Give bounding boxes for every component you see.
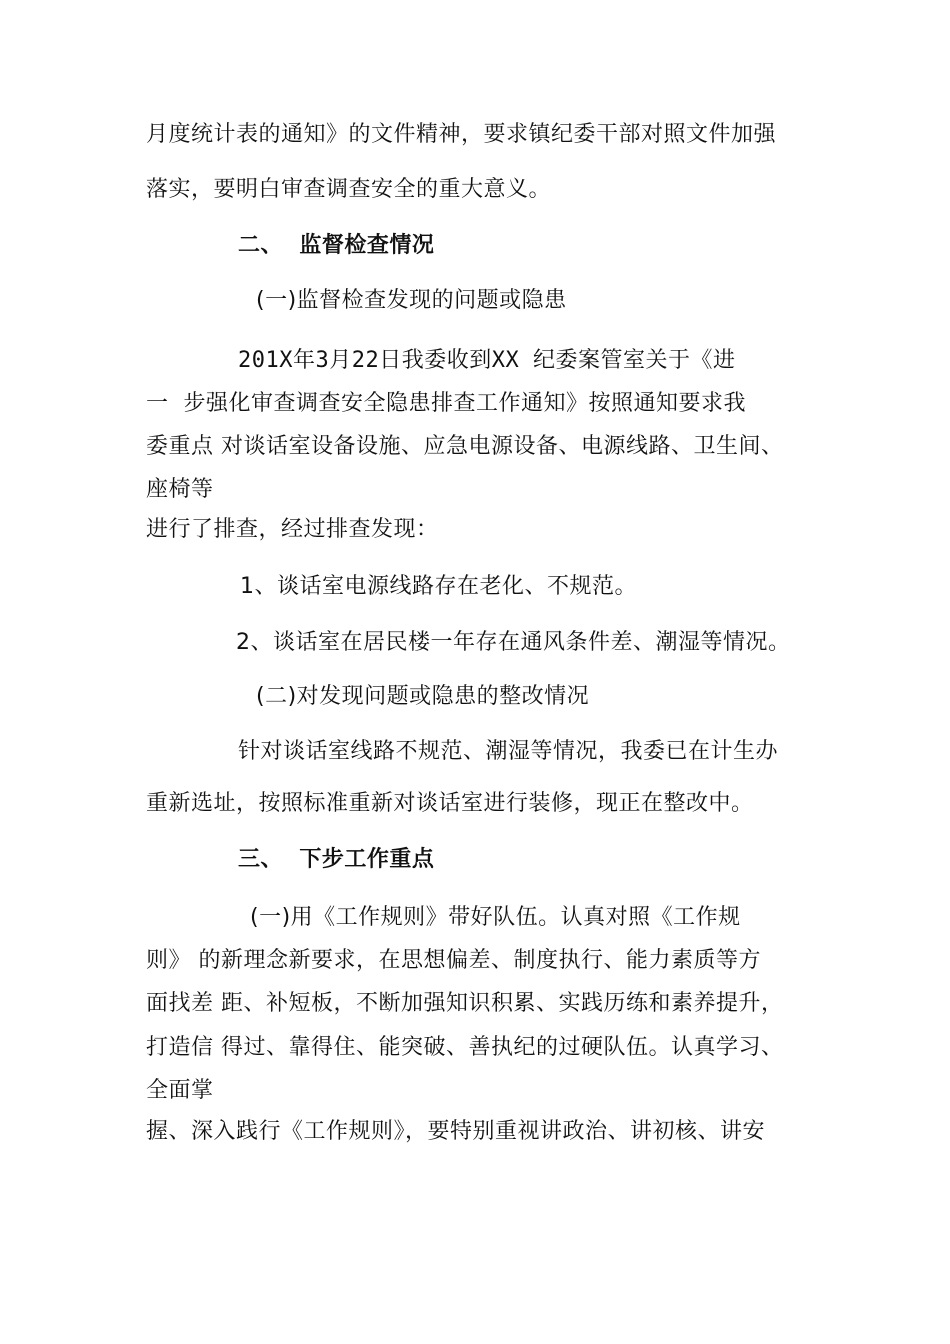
section-heading: 二、 监督检查情况 bbox=[238, 233, 435, 258]
paragraph-line: 针对谈话室线路不规范、潮湿等情况，我委已在计生办 bbox=[238, 739, 779, 764]
paragraph-line: 打造信 得过、靠得住、能突破、善执纪的过硬队伍。认真学习、 bbox=[146, 1035, 784, 1060]
paragraph-line: 重新选址，按照标准重新对谈话室进行装修，现正在整改中。 bbox=[146, 791, 754, 816]
paragraph-line: 面找差 距、补短板，不断加强知识积累、实践历练和素养提升， bbox=[146, 991, 784, 1016]
list-item: 2、谈话室在居民楼一年存在通风条件差、潮湿等情况。 bbox=[236, 630, 791, 655]
subsection-heading: (一)监督检查发现的问题或隐患 bbox=[256, 288, 567, 313]
paragraph-line: 握、深入践行《工作规则》，要特别重视讲政治、讲初核、讲安 bbox=[146, 1119, 766, 1144]
subsection-heading: (一)用《工作规则》带好队伍。认真对照《工作规 bbox=[250, 905, 741, 930]
paragraph-line: 落实，要明白审查调查安全的重大意义。 bbox=[146, 177, 552, 202]
paragraph-line: 委重点 对谈话室设备设施、应急电源设备、电源线路、卫生间、 bbox=[146, 434, 784, 459]
paragraph-line: 进行了排查，经过排查发现： bbox=[146, 517, 439, 542]
paragraph-line: 201X年3月22日我委收到XX 纪委案管室关于《进 bbox=[238, 348, 736, 373]
paragraph-line: 月度统计表的通知》的文件精神，要求镇纪委干部对照文件加强 bbox=[146, 122, 777, 147]
paragraph-line: 一 步强化审查调查安全隐患排查工作通知》按照通知要求我 bbox=[146, 391, 746, 416]
list-item: 1、谈话室电源线路存在老化、不规范。 bbox=[240, 574, 637, 599]
section-heading: 三、 下步工作重点 bbox=[238, 847, 435, 872]
paragraph-line: 座椅等 bbox=[146, 477, 214, 502]
paragraph-line: 全面掌 bbox=[146, 1078, 214, 1103]
paragraph-line: 则》 的新理念新要求，在思想偏差、制度执行、能力素质等方 bbox=[146, 948, 761, 973]
subsection-heading: (二)对发现问题或隐患的整改情况 bbox=[256, 684, 590, 709]
